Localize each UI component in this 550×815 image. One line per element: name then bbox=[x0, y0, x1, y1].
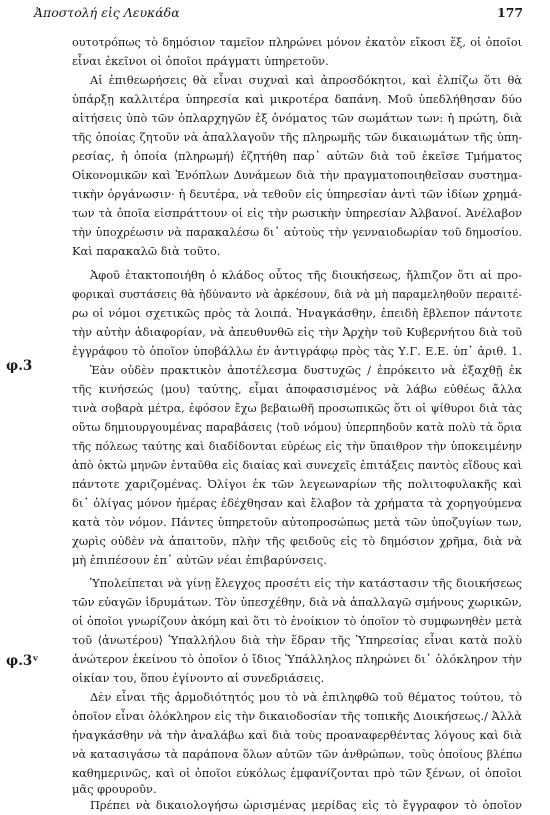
text-line: ἀνώτερον ἐκείνου τὸ ὁποῖον ὁ ἴδιος Ὑπάλληλος πληρώνει δι᾽ ὁλόκληρον τὴν bbox=[72, 652, 522, 666]
text-line: ἠναγκάσθην νὰ τὴν ἀναλάβω καὶ διὰ τοὺς προαναφερθέντας λόγους καὶ διὰ bbox=[72, 728, 522, 742]
text-line: τῆς πόλεως ταύτης καὶ διαδίδονται εὐρέως εἰς τὴν ὕπαιθρον τὴν ὑποκειμένην bbox=[72, 440, 522, 453]
text-line: ἀπὸ ὀκτὼ μηνῶν ἐνταῦθα εἰς διαίας καὶ συνεχεῖς ἐπιτάξεις παντὸς εἴδους καὶ bbox=[72, 459, 522, 472]
text-line: δι᾽ ὀλίγας μόνον ἡμέρας ἐδέχθησαν καὶ ἔλαβον τὰ χρήματα τὰ χορηγούμενα bbox=[72, 496, 522, 510]
text-line: Ἀφοῦ ἐτακτοποιήθη ὁ κλάδος οὗτος τῆς διοικήσεως, ἤλπιζον ὅτι αἱ προ- bbox=[90, 268, 522, 282]
text-line: καθημερινῶς, καὶ οἱ ὁποῖοι εὐκόλως ἐμφανίζονται πρὸ τῶν ξένων, οἱ ὁποῖοι bbox=[72, 766, 522, 780]
text-line: τινὰ σοβαρὰ μέτρα, ἐφόσον ἔχω βεβαιωθῆ προσωπικῶς ὅτι οἱ ψίθυροι διὰ τὰς bbox=[72, 402, 522, 415]
text-line: πάντοτε χαριζομένας. Ὀλίγοι ἐκ τῶν λεγεωναρίων τῆς πολιτοφυλακῆς καὶ bbox=[72, 477, 522, 491]
text-line: Ἐὰν οὐδὲν πρακτικὸν ἀποτέλεσμα δυστυχῶς / ἐπρόκειτο νὰ ἐξαχθῇ ἐκ bbox=[90, 363, 522, 377]
text-line: ρεσίας, ἡ ὁποία ⟨πληρωμή⟩ ἐζητήθη παρ᾽ αὐτῶν διὰ τοῦ ἐκεῖσε Τμήματος bbox=[72, 149, 522, 163]
text-line: τοῦ ⟨ἀνωτέρου⟩ Ὑπαλλήλου διὰ τὴν ἕδραν τῆς Ὑπηρεσίας εἶναι κατὰ πολὺ bbox=[72, 633, 522, 647]
text-line: των τὰ ὁποῖα εἰσπράττουν οἱ εἰς τὴν ρωσικὴν ὑπηρεσίαν Ἀλβανοί. Ἀνέλαβον bbox=[72, 206, 522, 220]
text-line: ἐγγράφου τὸ ὁποῖον ὑποβάλλω ἐν ἀντιγράφῳ πρὸς τὰς Υ.Γ. Ε.Ε. ὑπ᾽ ἀριθ. 1. bbox=[72, 344, 522, 358]
text-line: οἰκίαν του, ὅπου ἐγίνοντο αἱ συνεδριάσεις. bbox=[72, 671, 325, 685]
text-line: τῆς ὁποίας ζητοῦν νὰ ἀπαλλαγοῦν τῆς πληρωμῆς τῶν δικαιωμάτων τῆς ὑπη- bbox=[72, 130, 522, 144]
text-line: τὴν ὑποχρέωσιν νὰ παρακαλέσω δι᾽ αὐτοὺς τὴν γενναιοδωρίαν τοῦ δημοσίου. bbox=[72, 226, 522, 239]
text-line: χωρὶς οὐδὲν νὰ ἀπαιτοῦν, πλὴν τῆς φειδοῦς εἰς τὸ δημόσιον χρῆμα, διὰ νὰ bbox=[72, 534, 522, 548]
text-line: Πρέπει νὰ δικαιολογήσω ὡρισμένας μερίδας εἰς τὸ ἔγγραφον τὸ ὁποῖον bbox=[90, 798, 522, 812]
text-line: τῆς κινήσεώς ⟨μου⟩ ταύτης, εἶμαι ἀποφασισμένος νὰ λάβω εὐθέως ἄλλα bbox=[72, 382, 522, 396]
text-line: ουτοτρόπως τὸ δημόσιον ταμεῖον πληρώνει μόνον ἑκατὸν εἴκοσι ἕξ, οἱ ὁποῖοι bbox=[72, 36, 522, 49]
text-line: Καὶ παρακαλῶ διὰ τοῦτο. bbox=[72, 244, 221, 258]
text-line: μᾶς φρουροῦν. bbox=[72, 782, 157, 796]
page-number: 177 bbox=[497, 5, 524, 20]
margin-note-folio-verso: φ.3ᵛ bbox=[6, 653, 39, 669]
text-line: Αἱ ἐπιθεωρήσεις θὰ εἶναι συχναὶ καὶ ἀπροσδόκητοι, καὶ ἐλπίζω ὅτι θὰ bbox=[90, 73, 522, 87]
text-line: οἱ ὁποῖοι γνωρίζουν ἀκόμη καὶ ὅτι τὸ ἐνοίκιον τὸ ὁποῖον τὸ συμφωνηθὲν μετὰ bbox=[72, 615, 522, 628]
text-line: εἶναι ἐκεῖνοι οἱ ὁποῖοι πράγματι ὑπηρετοῦν. bbox=[72, 54, 329, 68]
text-line: Ὑπολείπεται νὰ γίνῃ ἔλεγχος προσέτι εἰς τὴν κατάστασιν τῆς διοικήσεως bbox=[90, 576, 522, 590]
text-line: αἰτήσεις ὑπὸ τῶν ὁπλαρχηγῶν ἐξ ὀνόματος τῶν σωμάτων των: ἡ πρώτη, διὰ bbox=[72, 111, 522, 125]
margin-note-folio: φ.3 bbox=[6, 358, 33, 374]
text-line: κατὰ τὸν νόμον. Πάντες ὑπηρετοῦν αὐτοπροσώπως μετὰ τῶν ὑποζυγίων των, bbox=[72, 516, 522, 529]
text-line: νὰ κατασιγάσω τὰ παράπονα ὅλων αὐτῶν τῶν ἀνθρώπων, τοὺς ὁποίους βλέπω bbox=[72, 748, 522, 761]
running-header-title: Ἀποστολή εἰς Λευκάδα bbox=[34, 5, 180, 20]
text-line: Δὲν εἶναι τῆς ἁρμοδιότητός μου τὸ νὰ ἐπιληφθῶ τοῦ θέματος τούτου, τὸ bbox=[90, 690, 522, 704]
text-line: οὕτω δημιουργουμένας παραβάσεις ⟨τοῦ νόμου⟩ ὑπερπηδοῦν κατὰ πολὺ τὰ ὅρια bbox=[72, 421, 522, 434]
text-line: μὴ ἐπιπέσουν ἐπ᾽ αὐτῶν νέαι ἐπιβαρύνσεις. bbox=[72, 553, 327, 567]
text-line: ὑπάρξῃ καλλιτέρα ὑπηρεσία καὶ μικροτέρα δαπάνη. Μοῦ ὑπεδλήθησαν δύο bbox=[72, 92, 522, 106]
text-line: φορικαὶ συστάσεις θὰ ἠδύναντο νὰ ἀρκέσουν, διὰ νὰ μὴ παραμεληθοῦν περαιτέ- bbox=[72, 288, 522, 301]
text-line: τῶν εὐαγῶν ἱδρυμάτων. Τὸν ὑπεσχέθην, διὰ νὰ ἀπαλλαγῶ σμήνους χωρικῶν, bbox=[72, 595, 522, 609]
text-line: ὁποῖον εἶναι ὁλόκληρον εἰς τὴν δικαιοδοσίαν τῆς τοπικῆς Διοικήσεως./ Ἀλλὰ bbox=[72, 709, 522, 723]
text-line: τικὴν ὀργάνωσιν· ἡ δευτέρα, νὰ τεθοῦν εἰς ὑπηρεσίαν ἀντὶ τῶν ἰδίων χρημά- bbox=[72, 187, 522, 201]
text-line: τὴν αὐτὴν ἀδιαφορίαν, νὰ ἀπευθυνθῶ εἰς τὴν Ἀρχὴν τοῦ Κυβερνήτου διὰ τοῦ bbox=[72, 325, 522, 339]
text-line: Οἰκονομικῶν καὶ Ἐνόπλων Δυνάμεων διὰ τὴν πραγματοποιηθεῖσαν συστημα- bbox=[72, 169, 522, 182]
text-line: ρω οἱ νόμοι σχετικῶς πρὸς τὰ λοιπά. Ἠναγκάσθην, ἐπειδὴ ἔβλεπον πάντοτε bbox=[72, 306, 522, 320]
